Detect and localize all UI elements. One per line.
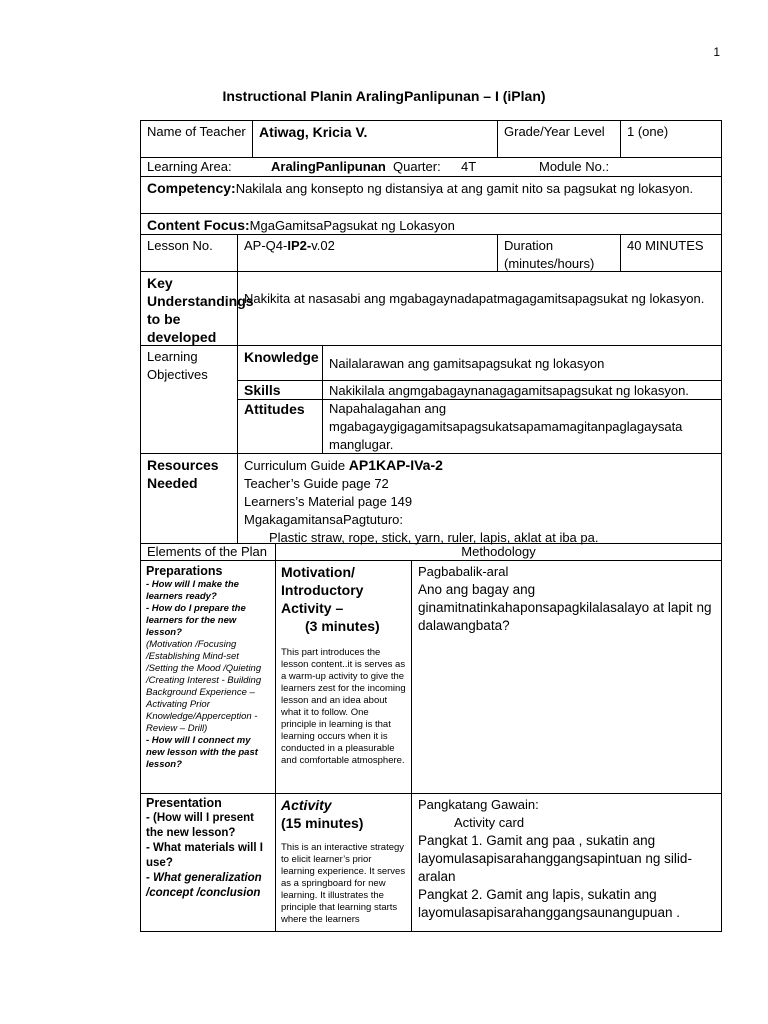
grade-value-cell [620, 120, 722, 158]
name-label-cell [140, 120, 253, 158]
resources-label: Resources Needed [147, 457, 219, 491]
resources-line1-prefix: Curriculum Guide [244, 458, 349, 473]
motivation-time: (3 minutes) [305, 618, 380, 634]
quarter-label: Quarter: [393, 159, 441, 174]
module-label: Module No.: [539, 159, 610, 174]
motivation-cell [275, 560, 412, 794]
content-focus-text: MgaGamitsaPagsukat ng Lokasyon [249, 218, 455, 233]
methodology-header-cell [275, 543, 722, 561]
knowledge-label-cell [237, 345, 323, 381]
activity-title: Activity [281, 797, 332, 813]
lesson-code-cell [237, 234, 498, 272]
duration-value-cell [620, 234, 722, 272]
learning-objectives-label: Learning Objectives [147, 349, 208, 382]
competency-cell [140, 176, 722, 214]
resources-line3: Learners’s Material page 149 [244, 494, 413, 509]
pagbabalik-aral-cell [411, 560, 722, 794]
attitudes-text: Napahalagahan ang mgabagaygigagamitsapagsukatsapamamagitanpaglagaysata manglugar. [329, 401, 683, 452]
content-focus-cell [140, 213, 722, 235]
presentation-question-3: - What generalization /concept /conclusion [146, 872, 262, 899]
lesson-label-cell [140, 234, 238, 272]
lesson-code-bold: IP2- [287, 238, 312, 253]
pangkatang-gawain-cell [411, 793, 722, 932]
presentation-question-1: - (How will I present the new lesson? [146, 812, 254, 839]
learning-area-value: AralingPanlipunan [271, 159, 386, 174]
competency-label: Competency: [147, 180, 236, 196]
attitudes-label: Attitudes [244, 401, 305, 417]
knowledge-label: Knowledge [244, 349, 319, 365]
resources-line5: Plastic straw, rope, stick, yarn, ruler, lapis, aklat at iba pa. [269, 530, 599, 545]
attitudes-label-cell [237, 399, 323, 454]
presentation-title: Presentation [146, 796, 222, 810]
resources-label-cell [140, 453, 238, 544]
methodology-header-label: Methodology [461, 544, 536, 559]
lesson-code-suffix: v.02 [311, 238, 335, 253]
preparations-question-2: - How do I prepare the learners for the new lesson? [146, 603, 246, 638]
content-focus-label: Content Focus: [147, 217, 250, 233]
grade-label: Grade/Year Level [504, 124, 605, 139]
preparations-question-1: - How will I make the learners ready? [146, 579, 239, 602]
resources-line1-code: AP1KAP-IVa-2 [348, 457, 443, 473]
lesson-label: Lesson No. [147, 238, 213, 253]
competency-text: Nakilala ang konsepto ng distansiya at ang gamit nito sa pagsukat ng lokasyon. [235, 181, 694, 196]
lesson-code-prefix: AP-Q4- [244, 238, 288, 253]
duration-value: 40 MINUTES [627, 238, 704, 253]
elements-header-cell [140, 543, 276, 561]
pangkatang-gawain-title: Pangkatang Gawain: [418, 797, 539, 812]
skills-label-cell [237, 380, 323, 400]
knowledge-text: Nailalarawan ang gamitsapagsukat ng lokasyon [329, 356, 605, 371]
activity-time: (15 minutes) [281, 815, 364, 831]
resources-line2: Teacher’s Guide page 72 [244, 476, 389, 491]
learning-objectives-label-cell [140, 345, 238, 454]
grade-value: 1 (one) [627, 124, 669, 139]
presentation-question-2: - What materials will I use? [146, 842, 263, 869]
knowledge-text-cell [322, 345, 722, 381]
key-understandings-text: Nakikita at nasasabi ang mgabagaynadapatmagagamitsapagsukat ng lokasyon. [244, 291, 705, 306]
activity-cell [275, 793, 412, 932]
motivation-title: Motivation/ Introductory Activity – [281, 564, 364, 616]
quarter-value: 4T [461, 159, 477, 174]
motivation-description: This part introduces the lesson content..it is serves as a warm-up activity to give the learners zest for the incoming lesson and an idea about what it to follow. One principle in learning is that learning occurs when it is conducted in a pleasurable and comfortable atmosphere. [281, 647, 406, 766]
pagbabalik-aral-title: Pagbabalik-aral [418, 564, 509, 579]
preparations-question-3: - How will I connect my new lesson with the past lesson? [146, 735, 258, 770]
group-1-task: Pangkat 1. Gamit ang paa , sukatin ang layomulasapisarahanggangsapintuan ng silid-aralan [418, 833, 692, 884]
learning-area-row [140, 157, 722, 177]
key-understandings-text-cell [237, 271, 722, 346]
resources-text-cell [237, 453, 722, 544]
learning-area-label: Learning Area: [147, 159, 232, 174]
document-title: Instructional Planin AralingPanlipunan – I (iPlan) [222, 88, 546, 104]
preparations-note: (Motivation /Focusing /Establishing Mind-set /Setting the Mood /Quieting /Creating Interest - Building Background Experience – Activating Prior Knowledge/Apperception - Review – Drill) [146, 639, 262, 734]
preparations-cell [140, 560, 276, 794]
duration-label: Duration (minutes/hours) [504, 238, 595, 271]
activity-description: This is an interactive strategy to elicit learner’s prior learning experience. It serves as a springboard for new learning. It illustrates the principle that learning starts where the learners [281, 842, 406, 925]
resources-line1 [244, 456, 715, 475]
attitudes-text-cell [322, 399, 722, 454]
grade-label-cell [497, 120, 621, 158]
resources-line4: MgakagamitansaPagtuturo: [244, 512, 403, 527]
skills-text: Nakikilala angmgabagaynanagagamitsapagsukat ng lokasyon. [329, 383, 689, 398]
preparations-title: Preparations [146, 564, 223, 578]
teacher-name-cell [252, 120, 498, 158]
name-label: Name of Teacher [147, 124, 246, 139]
duration-label-cell [497, 234, 621, 272]
elements-header-label: Elements of the Plan [147, 544, 267, 559]
pagbabalik-aral-text: Ano ang bagay ang ginamitnatinkahaponsapagkilalasalayo at lapit ng dalawangbata? [418, 582, 712, 633]
teacher-name: Atiwag, Kricia V. [259, 124, 368, 140]
page-number: 1 [713, 45, 720, 59]
key-understandings-label: Key Understandings to be developed [147, 275, 254, 345]
skills-text-cell [322, 380, 722, 400]
group-2-task: Pangkat 2. Gamit ang lapis, sukatin ang layomulasapisarahanggangsaunangupuan . [418, 887, 680, 920]
key-understandings-label-cell [140, 271, 254, 346]
activity-card-label: Activity card [454, 815, 525, 830]
presentation-cell [140, 793, 276, 932]
skills-label: Skills [244, 382, 281, 398]
